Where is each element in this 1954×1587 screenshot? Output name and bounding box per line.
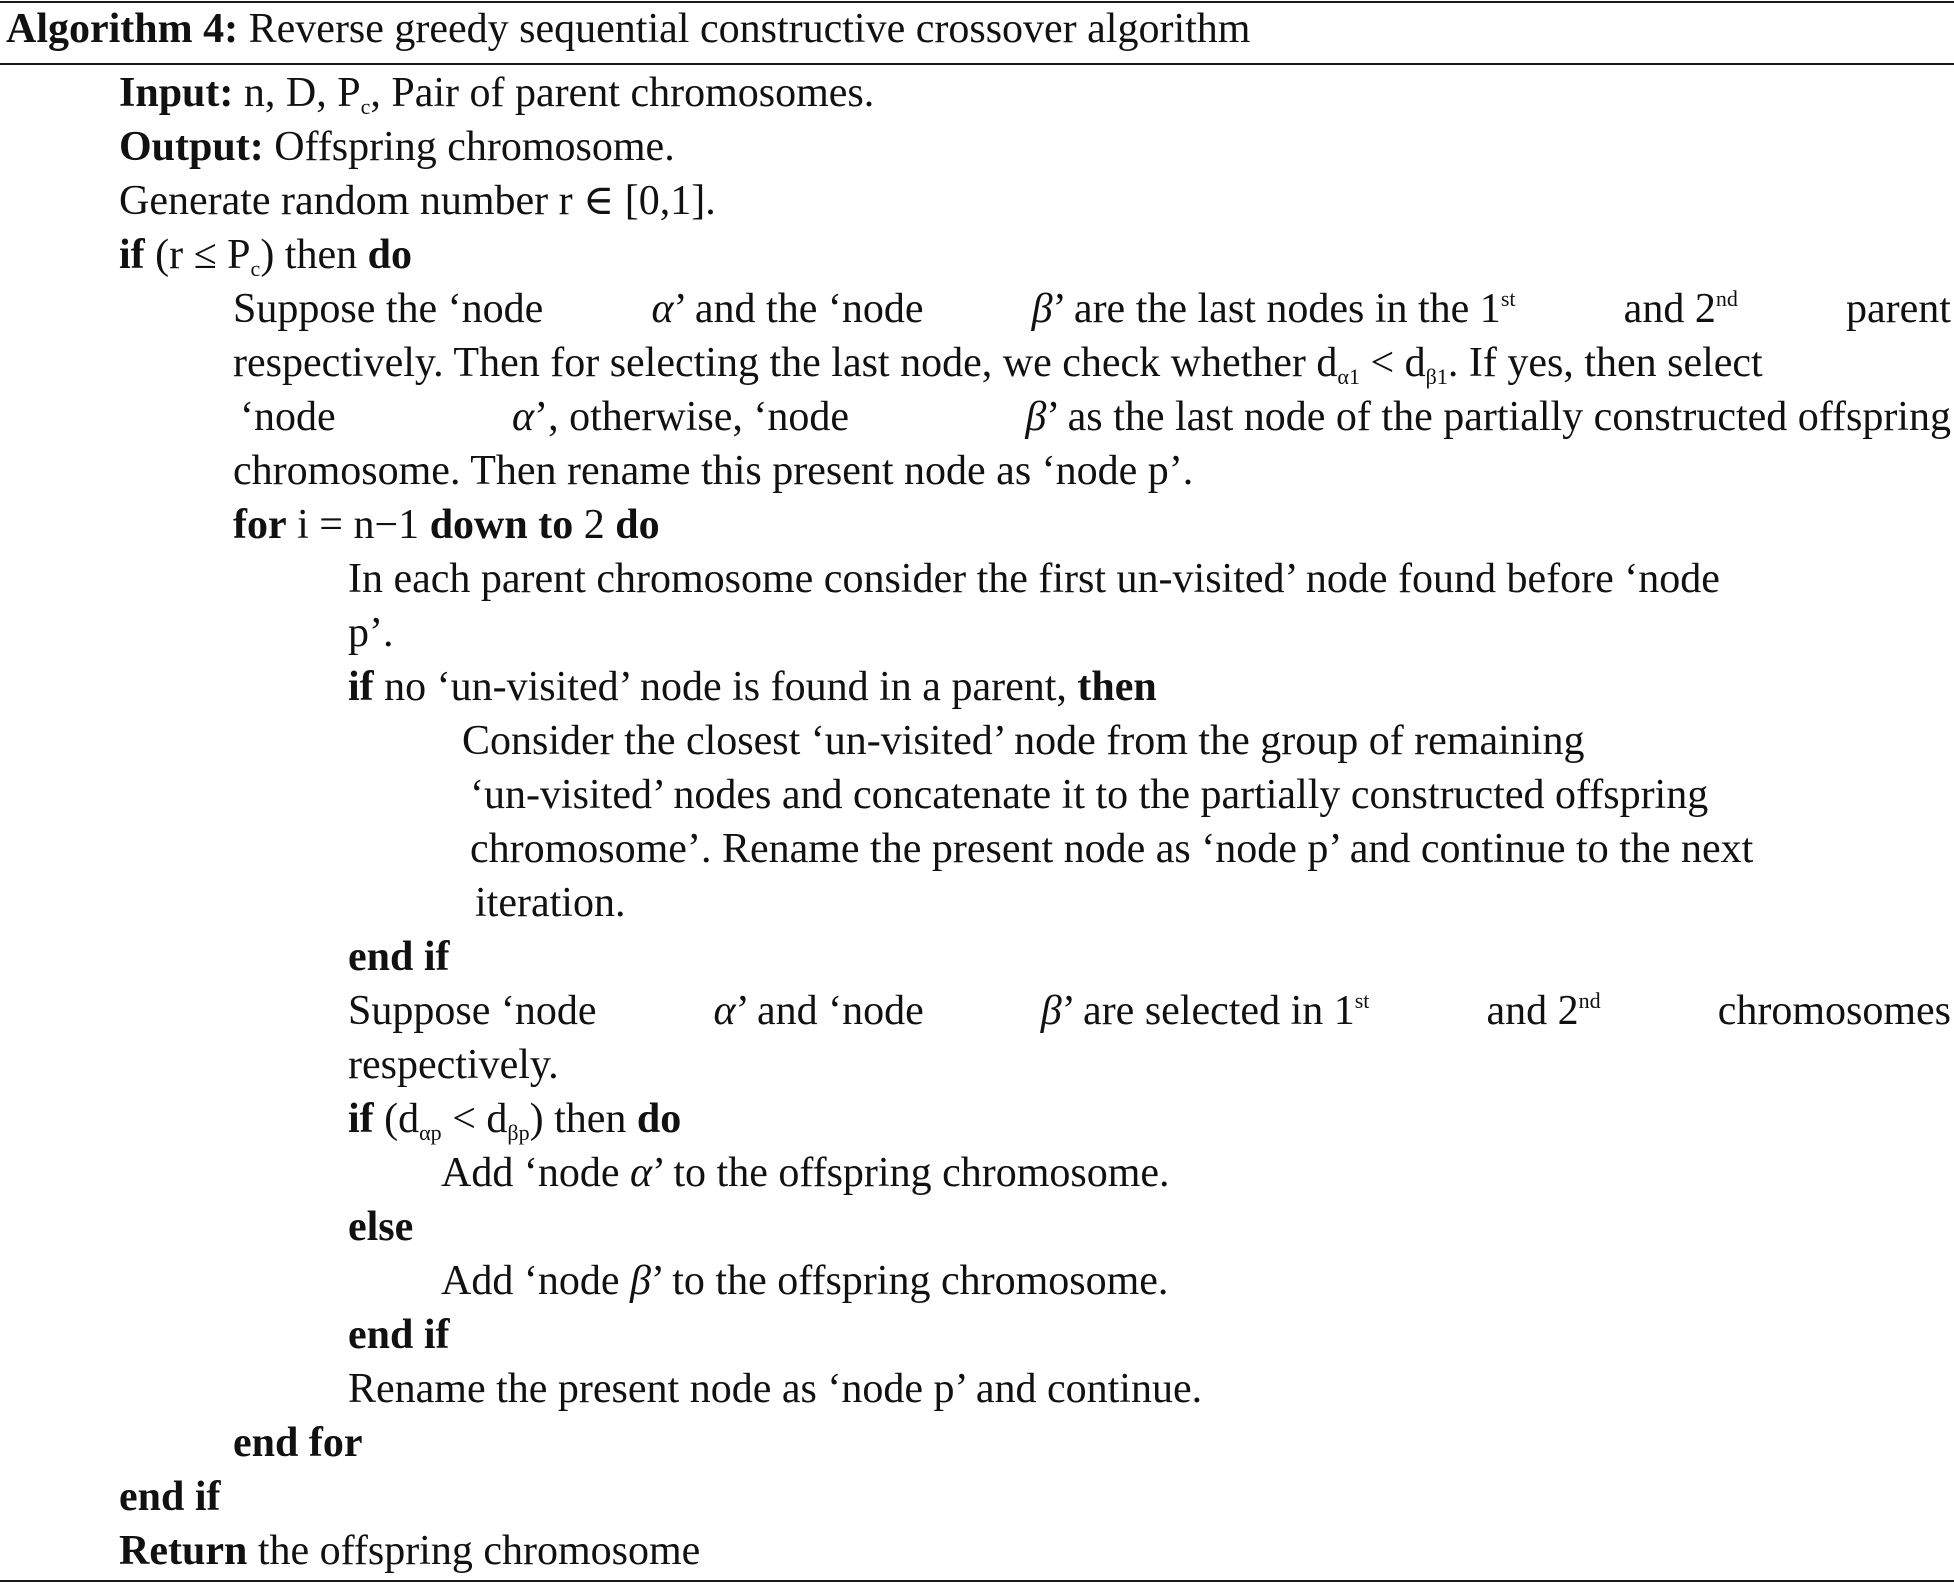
output-text: Offspring chromosome. (274, 124, 675, 170)
text-run: Add ‘node (441, 1258, 620, 1304)
if-keyword: if (119, 232, 145, 278)
text-run: chromosomes (1717, 988, 1951, 1034)
superscript-nd: nd (1715, 286, 1738, 311)
alpha-symbol: α (713, 988, 736, 1034)
text-run: ’ and the ‘node (673, 286, 924, 332)
input-line (119, 66, 874, 120)
for-line (233, 498, 660, 552)
paragraph-3-line-4: iteration. (475, 880, 626, 926)
text-run: and 2 (1623, 286, 1716, 332)
paragraph-2-line-2: p’. (348, 610, 394, 656)
superscript-st: st (1500, 286, 1516, 311)
text-run: ’ as the last node of the partially constructed offspring (1046, 394, 1951, 440)
paragraph-1-line-2 (233, 336, 1951, 390)
if-line-2 (348, 660, 1157, 714)
input-subscript: c (360, 94, 371, 119)
bottom-rule (0, 1580, 1954, 1582)
text-run (1624, 282, 1738, 336)
beta-symbol: β (1040, 988, 1062, 1034)
output-keyword: Output: (119, 124, 264, 170)
alpha-symbol: α (512, 394, 535, 440)
text-run: ’ are selected in 1 (1061, 988, 1355, 1034)
for-keyword: for (233, 502, 287, 548)
if-condition-mid: < d (441, 1096, 508, 1142)
down-to-keyword: down to (429, 502, 574, 548)
for-range: i = n−1 (297, 502, 420, 548)
alpha-symbol: α (651, 286, 674, 332)
return-text: the offspring chromosome (257, 1528, 701, 1574)
text-run: and 2 (1486, 988, 1579, 1034)
then-keyword: then (1077, 664, 1157, 710)
return-line (119, 1524, 700, 1578)
if-condition-end: ) then (529, 1096, 627, 1142)
text-run: Suppose the ‘node (233, 286, 544, 332)
beta-symbol: β (629, 1258, 651, 1304)
do-keyword: do (615, 502, 660, 548)
if-keyword: if (348, 664, 374, 710)
do-keyword: do (636, 1096, 682, 1142)
beta-symbol: β (1031, 286, 1053, 332)
algorithm-label: Algorithm 4: (6, 6, 239, 52)
add-beta-line (441, 1254, 1168, 1308)
text-run: Suppose ‘node (348, 988, 597, 1034)
paragraph-2-line-1: In each parent chromosome consider the first un-visited’ node found before ‘node (348, 556, 1720, 602)
subscript-beta-p: βp (507, 1120, 530, 1145)
text-run (714, 984, 924, 1038)
text-run: ‘node (240, 394, 336, 440)
text-run: < d (1359, 340, 1426, 386)
superscript-st: st (1354, 988, 1370, 1013)
text-run (233, 336, 1763, 390)
text-run: respectively. Then for selecting the last node, we check whether d (233, 340, 1338, 386)
text-run: ’, otherwise, ‘node (534, 394, 849, 440)
algorithm-title (6, 2, 1250, 56)
subscript-alpha1: α1 (1337, 364, 1360, 389)
if-condition: (r ≤ P (155, 232, 251, 278)
text-run: chromosome’. Rename the present node as ‘node p’ and continue to the next (470, 826, 1754, 872)
paragraph-1-line-3 (240, 390, 1951, 444)
paragraph-4-line-1 (348, 984, 1951, 1038)
end-for-keyword: end for (233, 1420, 363, 1466)
text-run (1032, 282, 1516, 336)
end-if-1 (348, 930, 450, 984)
paragraph-1-line-1 (233, 282, 1951, 336)
text-run: Consider the closest ‘un-visited’ node from the group of remaining (462, 718, 1585, 764)
if-condition: no ‘un-visited’ node is found in a parent, (384, 664, 1067, 710)
return-keyword: Return (119, 1528, 248, 1574)
end-if-keyword: end if (348, 934, 450, 980)
paragraph-4-line-2: respectively. (348, 1042, 559, 1088)
algorithm-name: Reverse greedy sequential constructive crossover algorithm (248, 6, 1251, 52)
output-line (119, 120, 675, 174)
text-run (1041, 984, 1370, 1038)
rename-line: Rename the present node as ‘node p’ and continue. (348, 1366, 1203, 1412)
else-keyword: else (348, 1204, 414, 1250)
text-run (1486, 984, 1600, 1038)
if-condition: (d (384, 1096, 420, 1142)
end-if-2 (348, 1308, 450, 1362)
if-line-3 (348, 1092, 681, 1146)
header-rule (0, 63, 1954, 65)
input-text: n, D, P (243, 70, 361, 116)
for-end-value: 2 (583, 502, 605, 548)
paragraph-3-line-2 (470, 768, 1951, 822)
text-run (651, 282, 923, 336)
input-keyword: Input: (119, 70, 234, 116)
if-condition-end: ) then (260, 232, 358, 278)
text-run: ‘un-visited’ nodes and concatenate it to the partially constructed offspring (470, 772, 1709, 818)
text-run (1025, 390, 1951, 444)
alpha-symbol: α (629, 1150, 653, 1196)
end-for-line (233, 1416, 363, 1470)
text-run: . If yes, then select (1447, 340, 1763, 386)
text-run: ’ and ‘node (735, 988, 924, 1034)
text-run: ’ are the last nodes in the 1 (1052, 286, 1501, 332)
end-if-keyword: end if (119, 1474, 221, 1520)
superscript-nd: nd (1578, 988, 1601, 1013)
paragraph-1-line-4: chromosome. Then rename this present node as ‘node p’. (233, 448, 1194, 494)
if-condition-subscript: c (250, 256, 261, 281)
text-run (512, 390, 849, 444)
input-text-rest: , Pair of parent chromosomes. (370, 70, 875, 116)
beta-symbol: β (1025, 394, 1047, 440)
text-run: parent (1846, 286, 1951, 332)
end-if-keyword: end if (348, 1312, 450, 1358)
if-keyword: if (348, 1096, 374, 1142)
do-keyword: do (367, 232, 412, 278)
subscript-alpha-p: αp (419, 1120, 442, 1145)
paragraph-3-line-1 (462, 714, 1951, 768)
generate-line: Generate random number r ∈ [0,1]. (119, 178, 716, 224)
add-alpha-line (441, 1146, 1170, 1200)
text-run: ’ to the offspring chromosome. (652, 1150, 1170, 1196)
text-run: ’ to the offspring chromosome. (650, 1258, 1169, 1304)
text-run: Add ‘node (441, 1150, 620, 1196)
paragraph-3-line-3 (470, 822, 1951, 876)
end-if-3 (119, 1470, 221, 1524)
if-line-1 (119, 228, 412, 282)
subscript-beta1: β1 (1425, 364, 1448, 389)
else-line (348, 1200, 413, 1254)
